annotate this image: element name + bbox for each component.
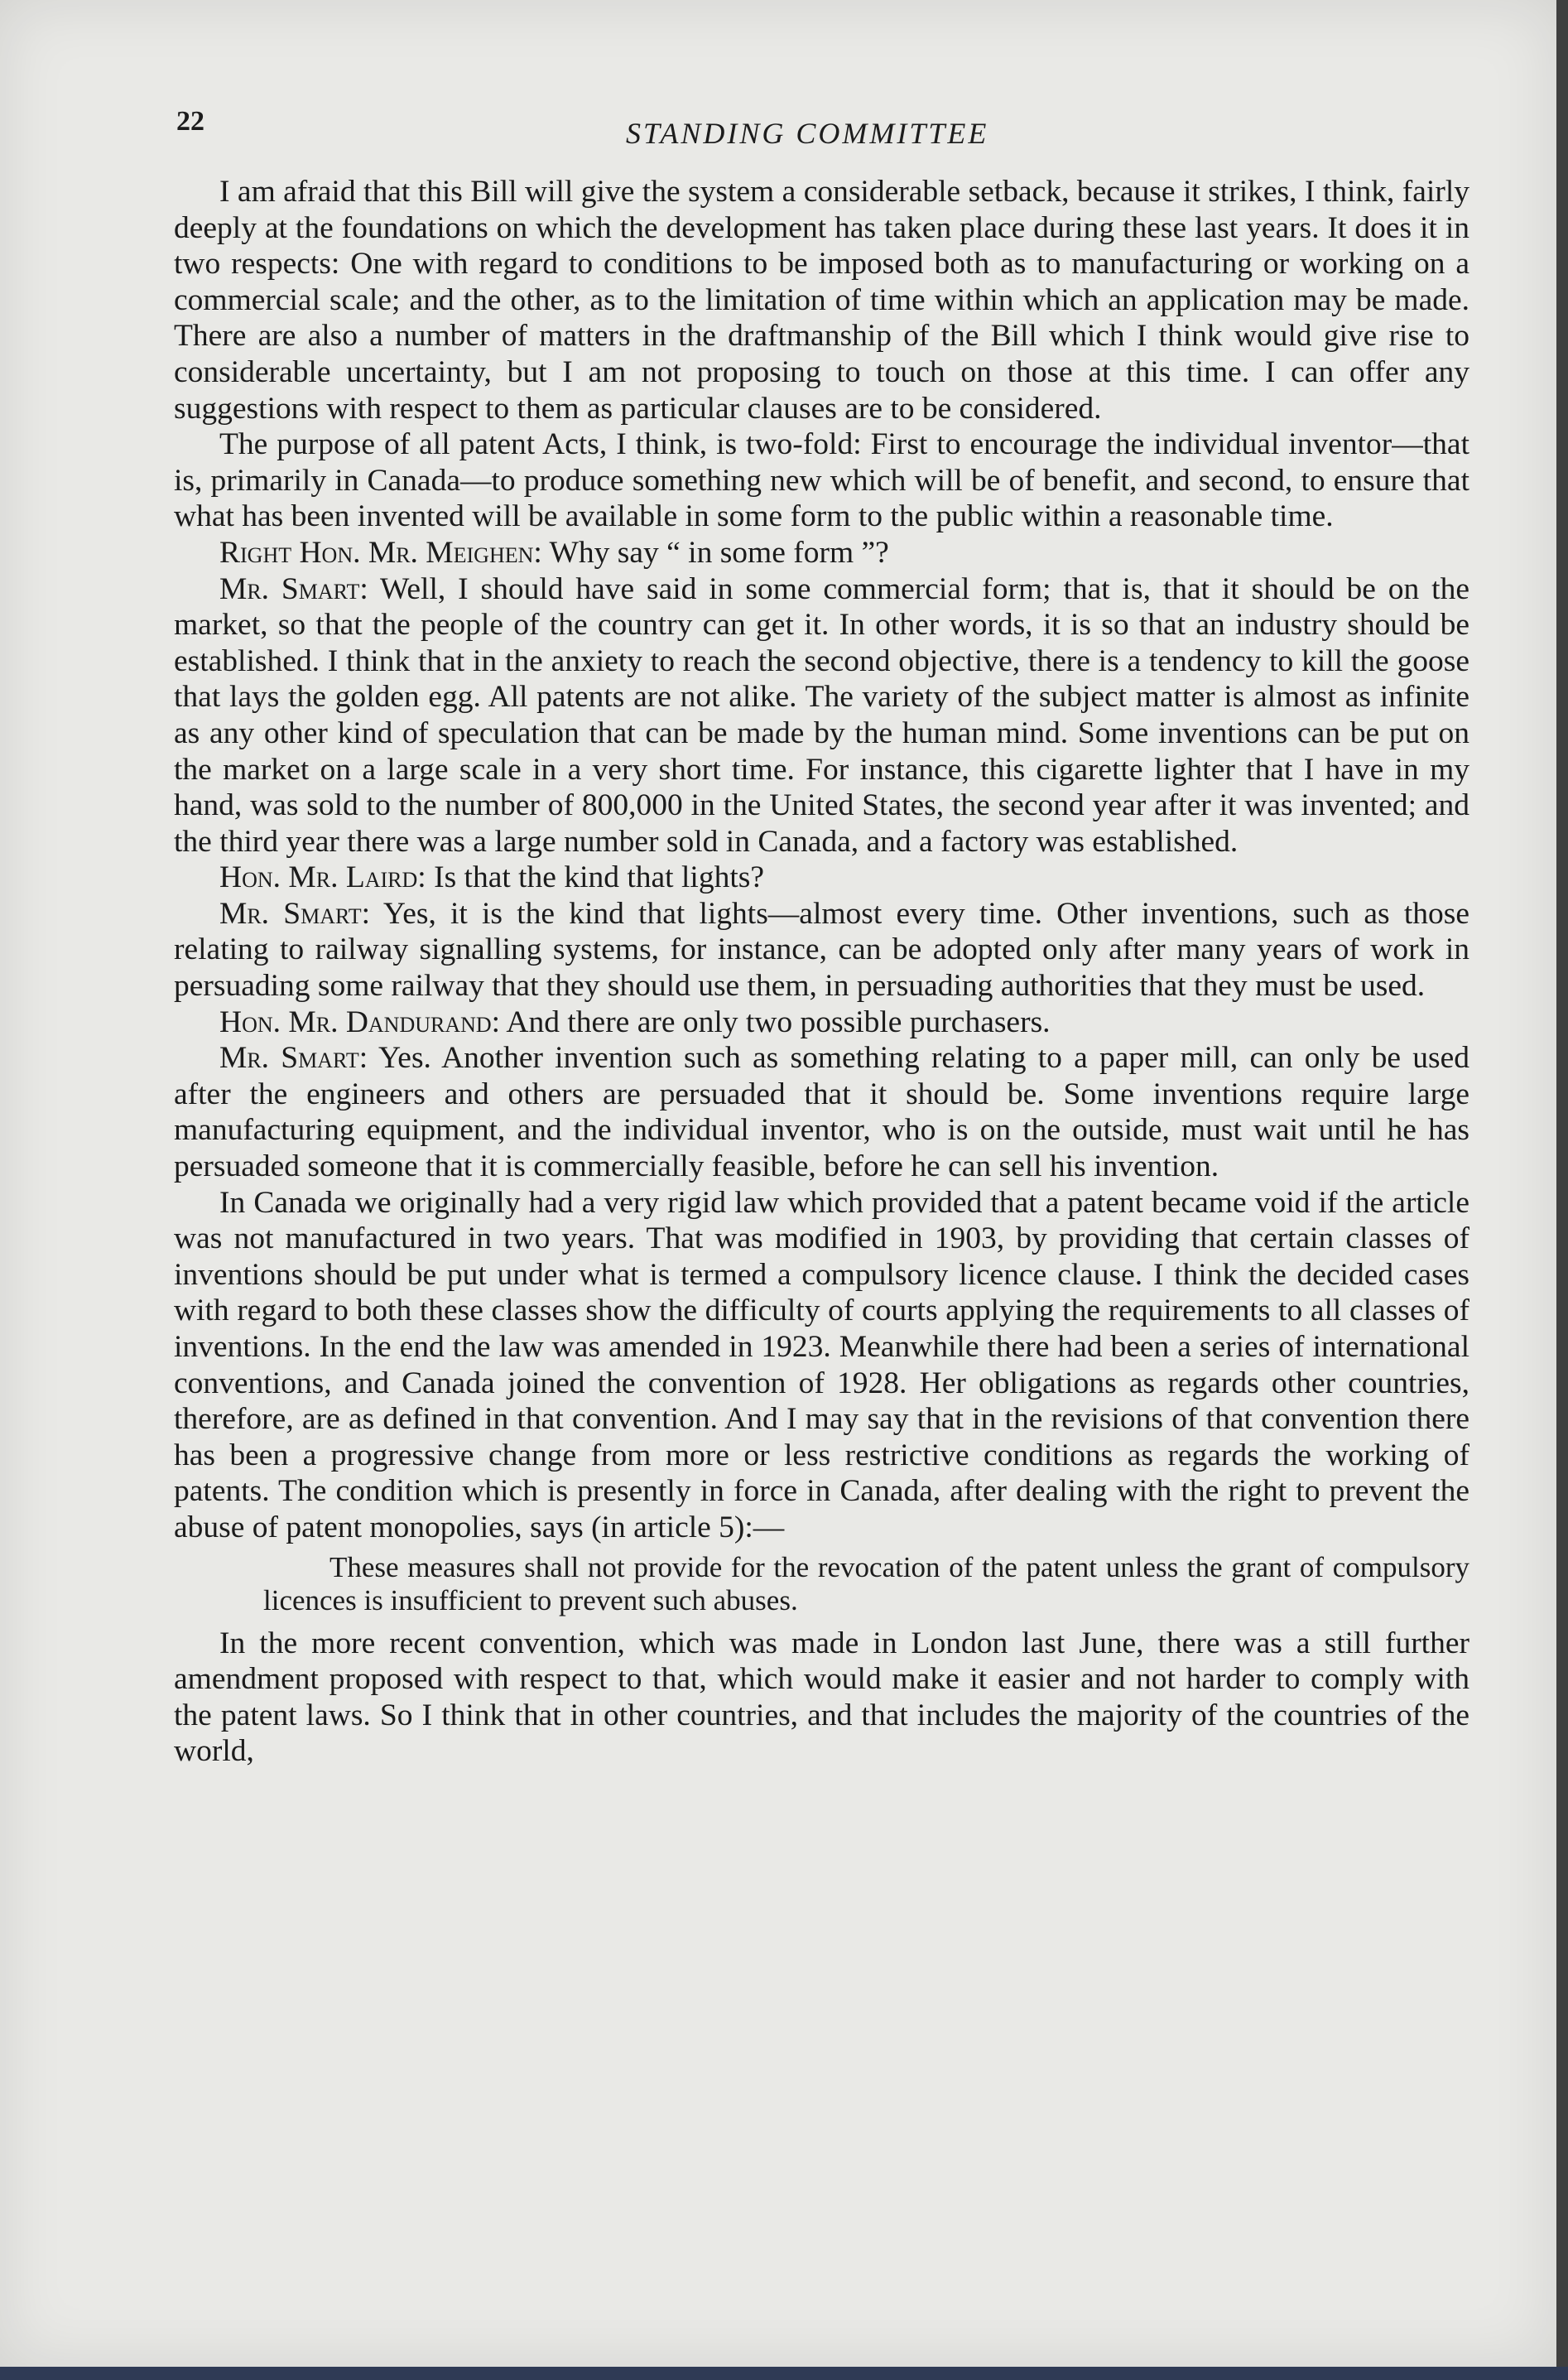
- running-head: STANDING COMMITTEE: [626, 117, 989, 150]
- paragraph-text: I am afraid that this Bill will give the system a considerable setback, because it strikes, I think, fairly deeply at the foundations on which the development has taken place during these last years. It does it in two respects: One with regard to conditions to be imposed both as to manufacturing or working on a commercial scale; and the other, as to the limitation of time within which an application may be made. There are also a number of matters in the draftmanship of the Bill which I think would give rise to considerable uncertainty, but I am not proposing to touch on those at this time. I can offer any suggestions with respect to them as particular clauses are to be considered.: [174, 175, 1469, 426]
- paragraph-laird: [174, 860, 1469, 896]
- paragraph-closing: In the more recent convention, which was made in London last June, there was a still further amendment proposed with respect to that, which would make it easier and not harder to comply with the patent laws. So I think that in other countries, and that includes the majority of the countries of the world,: [174, 1626, 1469, 1769]
- speaker-name: Hon. Mr. Laird:: [219, 860, 426, 895]
- paragraph-text: Why say “ in some form ”?: [549, 535, 889, 570]
- paragraph-text: In Canada we originally had a very rigid law which provided that a patent became void if the article was not manufactured in two years. That was modified in 1903, by providing that certain classes of inventions should be put under what is termed a compulsory licence clause. I think the decided cases with regard to both these classes show the difficulty of courts applying the requirements to all classes of inventions. In the end the law was amended in 1923. Meanwhile there had been a series of international conventions, and Canada joined the convention of 1928. Her obligations as regards other countries, therefore, are as defined in that convention. And I may say that in the revisions of that convention there has been a progressive change from more or less restrictive conditions as regards the working of patents. The condition which is presently in force in Canada, after dealing with the right to prevent the abuse of patent monopolies, says (in article 5):—: [174, 1185, 1469, 1544]
- paragraph-text: Is that the kind that lights?: [434, 860, 764, 895]
- scan-bottom-edge: [0, 2367, 1568, 2380]
- paragraph-purpose: [174, 426, 1469, 535]
- paragraph-text: Yes. Another invention such as something relating to a paper mill, can only be used after the engineers and others are persuaded that it should be. Some inventions require large manufacturing equipment, and the individual inventor, who is on the outside, must wait until he has persuaded someone that it is commercially feasible, before he can sell his invention.: [174, 1041, 1469, 1184]
- paragraph-canada-law: [174, 1185, 1469, 1546]
- page-number: 22: [176, 106, 204, 137]
- paragraph-smart-2: [174, 896, 1469, 1005]
- body-text: [174, 174, 1469, 1770]
- paragraph-dandurand: [174, 1005, 1469, 1041]
- speaker-name: Mr. Smart:: [219, 896, 371, 931]
- paragraph-smart-3: [174, 1040, 1469, 1184]
- paragraph-meighen: [174, 535, 1469, 571]
- paragraph-text: Well, I should have said in some commercial form; that is, that it should be on the market, so that the people of the country can get it. In other words, it is so that an industry should be established. I think that in the anxiety to reach the second objective, there is a tendency to kill the goose that lays the golden egg. All patents are not alike. The variety of the subject matter is almost as infinite as any other kind of speculation that can be made by the human mind. Some inventions can be put on the market on a large scale in a very short time. For instance, this cigarette lighter that I have in my hand, was sold to the number of 800,000 in the United States, the second year after it was invented; and the third year there was a large number sold in Canada, and a factory was established.: [174, 571, 1469, 859]
- paragraph-text: The purpose of all patent Acts, I think, is two-fold: First to encourage the individual inventor—that is, primarily in Canada—to produce something new which will be of benefit, and second, to ensure that what has been invented will be available in some form to the public within a reasonable time.: [174, 427, 1469, 534]
- paragraph-smart-1: [174, 571, 1469, 860]
- paragraph-text: And there are only two possible purchasers.: [506, 1005, 1051, 1039]
- paragraph-text: Yes, it is the kind that lights—almost every time. Other inventions, such as those relating to railway signalling systems, for instance, can be adopted only after many years of work in persuading some railway that they should use them, in persuading authorities that they must be used.: [174, 896, 1469, 1004]
- speaker-name: Mr. Smart:: [219, 1041, 368, 1076]
- speaker-name: Hon. Mr. Dandurand:: [219, 1005, 501, 1039]
- paragraph-intro: [174, 174, 1469, 426]
- speaker-name: Mr. Smart:: [219, 571, 368, 606]
- block-quote: These measures shall not provide for the revocation of the patent unless the grant of compulsory licences is insufficient to prevent such abuses.: [263, 1550, 1469, 1616]
- speaker-name: Right Hon. Mr. Meighen:: [219, 535, 542, 570]
